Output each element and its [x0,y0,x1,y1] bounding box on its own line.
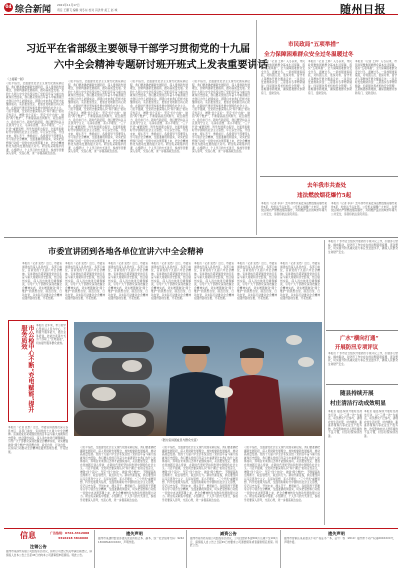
section-title: 综合新闻 [15,5,52,15]
right-top-headline2: 全力保障困难群众安全过冬温暖过冬 [264,52,354,58]
right-lower-body-col2: 本报讯 随县持续开展村庄清洁行动，以“三清一改”为重点，动员群众广泛参与，清理农村生活垃圾、村内塘沟、畜禽养殖粪污等农业生产废弃物，改变影响农村人居环境的不良习惯，村容村貌持续改善。 [364,410,398,438]
mid-banner-col4: 本报讯（记者 张然）近日，市委宣讲团成员深入各县市区、各部门单位，宣讲党的十九届六中全会精神。宣讲团成员紧紧围绕党的百年奋斗重大成就和历史经验，结合随州实际，深入浅出地进行阐释解读，引导广大干部群众深刻把握全会精神实质，切实增强做到“两个维护”的思想自觉、政治自觉、行动自觉，以实际行动推动全会精神在随州落地生根、开花结果。 [151,262,191,300]
mid-banner-col2: 本报讯（记者 张然）近日，市委宣讲团成员深入各县市区、各部门单位，宣讲党的十九届六中全会精神。宣讲团成员紧紧围绕党的百年奋斗重大成就和历史经验，结合随州实际，深入浅出地进行阐释解读，引导广大干部群众深刻把握全会精神实质，切实增强做到“两个维护”的思想自觉、政治自觉、行动自觉，以实际行动推动全会精神在随州落地生根、开花结果。 [65,262,105,300]
lead-body-col2: 习近平指出，全面建设社会主义现代化国家新征程，我们要准确把握新发展阶段，深入贯彻新发展理念，加快构建新发展格局，推动高质量发展。党的十九届六中全会系统总结了党的百年奋斗重大成就和历史经验，我们要从党的百年奋斗中看清楚过去我们为什么能够成功、弄明白未来我们怎样才能继续成功，从而更加坚定、更加自觉地践行初心使命，在新时代更好坚持和发展中国特色社会主义。习近平强调，全党同志要深刻认识“两个确立”的决定性意义，增强“四个意识”、坚定“四个自信”、做到“两个维护”，不断提高政治判断力、政治领悟力、政治执行力。新时代新征程，我们要坚持以马克思列宁主义、毛泽东思想、邓小平理论、“三个代表”重要思想、科学发展观为指导，全面贯彻新时代中国特色社会主义思想，牢记以史为鉴、开创未来，埋头苦干、勇毅前行。各级领导干部要带头学习领会全会精神，全面准确贯彻落实，切实把思想和行动统一到党中央决策部署上来，把全会精神转化为推动发展的强大动力。研讨班采取集中授课、小组研讨、个人学习的方式进行，参加学员要深入思考，交流心得，进一步提高政治站位。 [68,80,126,153]
right-bottom-body: 本报讯 广水市近日组织开展防汛专项评议工作，打通部门壁垒，横向联动，对防汛工作中存在的问题逐项梳理、逐条整改，切实提升防汛减灾能力和应急处置水平，确保人民群众生命财产安全。 [328,352,398,366]
photo-caption: （图为宣讲团成员与群众交流） [160,438,200,442]
right-top-body-col3: 本报讯（记者 王林）入冬以来，市民政局聚焦困难群众基本生活保障，落实“五项举措”，全力保障困难群众安全过冬、温暖过冬。一是加强排查摸底，对特困人员、低保对象、留守老人等群体开展全覆盖走访；二是及时发放救助资金；三是落实冬季物资储备；四是强化养老机构安全管理；五是畅通求助渠道，确保困难群众求助有门、受助及时。 [355,60,397,95]
mid-banner-col1: 本报讯（记者 张然）近日，市委宣讲团成员深入各县市区、各部门单位，宣讲党的十九届六中全会精神。宣讲团成员紧紧围绕党的百年奋斗重大成就和历史经验，结合随州实际，深入浅出地进行阐释解读，引导广大干部群众深刻把握全会精神实质，切实增强做到“两个维护”的思想自觉、政治自觉、行动自觉，以实际行动推动全会精神在随州落地生根、开花结果。 [22,262,62,300]
right-top-body-col1: 本报讯（记者 王林）入冬以来，市民政局聚焦困难群众基本生活保障，落实“五项举措”，全力保障困难群众安全过冬、温暖过冬。一是加强排查摸底，对特困人员、低保对象、留守老人等群体开展全覆盖走访；二是及时发放救助资金；三是落实冬季物资储备；四是强化养老机构安全管理；五是畅通求助渠道，确保困难群众求助有门、受助及时。 [261,60,305,95]
right-mid-headline2: 违法燃放烟花爆竹5起 [297,193,352,199]
left-box-headline: 市公检中心不断“充电赋能”提升服务质效 [20,325,34,413]
right-mid-headline1: 去年我市共查处 [307,183,347,189]
lower-body-col2: 习近平指出，全面建设社会主义现代化国家新征程，我们要准确把握新发展阶段，深入贯彻新发展理念，加快构建新发展格局，推动高质量发展。党的十九届六中全会系统总结了党的百年奋斗重大成就和历史经验，我们要从党的百年奋斗中看清楚过去我们为什么能够成功、弄明白未来我们怎样才能继续成功，从而更加坚定、更加自觉地践行初心使命，在新时代更好坚持和发展中国特色社会主义。习近平强调，全党同志要深刻认识“两个确立”的决定性意义，增强“四个意识”、坚定“四个自信”、做到“两个维护”，不断提高政治判断力、政治领悟力、政治执行力。新时代新征程，我们要坚持以马克思列宁主义、毛泽东思想、邓小平理论、“三个代表”重要思想、科学发展观为指导，全面贯彻新时代中国特色社会主义思想，牢记以史为鉴、开创未来，埋头苦干、勇毅前行。各级领导干部要带头学习领会全会精神，全面准确贯彻落实，切实把思想和行动统一到党中央决策部署上来，把全会精神转化为推动发展的强大动力。研讨班采取集中授课、小组研讨、个人学习的方式进行，参加学员要深入思考，交流心得，进一步提高政治站位。 [80,446,156,502]
ads-phone2: 3316218 3816666 [58,536,89,540]
right-lower-headline2: 村庄清洁行动成效明显 [330,401,386,407]
ad-title-3: 遗失声明 [328,531,345,536]
lead-headline-line2: 六中全会精神专题研讨班开班式上发表重要讲话 [54,59,268,71]
right-column-body-a: 本报讯 广水市近日组织开展防汛专项评议工作，打通部门壁垒，横向联动，对防汛工作中存在的问题逐项梳理、逐条整改，切实提升防汛减灾能力和应急处置水平，确保人民群众生命财产安全。 [328,240,398,254]
lead-byline: （上接第一版） [6,77,26,81]
ad-title-2: 减资公告 [220,531,237,536]
mid-banner-col7: 本报讯（记者 张然）近日，市委宣讲团成员深入各县市区、各部门单位，宣讲党的十九届六中全会精神。宣讲团成员紧紧围绕党的百年奋斗重大成就和历史经验，结合随州实际，深入浅出地进行阐释解读，引导广大干部群众深刻把握全会精神实质，切实增强做到“两个维护”的思想自觉、政治自觉、行动自觉，以实际行动推动全会精神在随州落地生根、开花结果。 [280,262,320,300]
date-line: 2021年11月17日 [57,3,80,7]
ad-body-0: 随州市某商贸有限公司经股东会决议，拟向公司登记机关申请注销登记，请债权人自本公告之日起45日内向本公司清算组申报债权。特此公告。 [6,550,92,557]
lead-body-col3: 习近平指出，全面建设社会主义现代化国家新征程，我们要准确把握新发展阶段，深入贯彻新发展理念，加快构建新发展格局，推动高质量发展。党的十九届六中全会系统总结了党的百年奋斗重大成就和历史经验，我们要从党的百年奋斗中看清楚过去我们为什么能够成功、弄明白未来我们怎样才能继续成功，从而更加坚定、更加自觉地践行初心使命，在新时代更好坚持和发展中国特色社会主义。习近平强调，全党同志要深刻认识“两个确立”的决定性意义，增强“四个意识”、坚定“四个自信”、做到“两个维护”，不断提高政治判断力、政治领悟力、政治执行力。新时代新征程，我们要坚持以马克思列宁主义、毛泽东思想、邓小平理论、“三个代表”重要思想、科学发展观为指导，全面贯彻新时代中国特色社会主义思想，牢记以史为鉴、开创未来，埋头苦干、勇毅前行。各级领导干部要带头学习领会全会精神，全面准确贯彻落实，切实把思想和行动统一到党中央决策部署上来，把全会精神转化为推动发展的强大动力。研讨班采取集中授课、小组研讨、个人学习的方式进行，参加学员要深入思考，交流心得，进一步提高政治站位。 [130,80,188,153]
right-mid-body-col2: 本报讯（记者 李萍）去年我市共查处违法燃放烟花爆竹案件5起，均依法予以处罚。公安机关提醒广大市民，在禁放区域内严禁燃放烟花爆竹，共同维护良好的城市环境与公共安全，违者将依法追究责任。 [331,202,397,216]
left-lower-body-col1: 本报讯（记者 张然）近日，市委宣讲团成员深入各县市区、各部门单位，宣讲党的十九届六中全会精神。宣讲团成员紧紧围绕党的百年奋斗重大成就和历史经验，结合随州实际，深入浅出地进行阐释解读，引导广大干部群众深刻把握全会精神实质，切实增强做到“两个维护”的思想自觉、政治自觉、行动自觉，以实际行动推动全会精神在随州落地生根、开花结果。 [8,426,68,454]
lead-headline-line1: 习近平在省部级主要领导干部学习贯彻党的十九届 [26,43,251,55]
page-number-badge: 04 [5,5,12,10]
right-top-headline1: 市民政局“五项举措” [288,42,340,48]
ad-body-3: 随州市曾都区某某遗失不动产权证书一本，证号：鄂（2019）随州市不动产权第00XXXXX号，声明作废。 [284,537,396,544]
lower-body-col4: 习近平指出，全面建设社会主义现代化国家新征程，我们要准确把握新发展阶段，深入贯彻新发展理念，加快构建新发展格局，推动高质量发展。党的十九届六中全会系统总结了党的百年奋斗重大成就和历史经验，我们要从党的百年奋斗中看清楚过去我们为什么能够成功、弄明白未来我们怎样才能继续成功，从而更加坚定、更加自觉地践行初心使命，在新时代更好坚持和发展中国特色社会主义。习近平强调，全党同志要深刻认识“两个确立”的决定性意义，增强“四个意识”、坚定“四个自信”、做到“两个维护”，不断提高政治判断力、政治领悟力、政治执行力。新时代新征程，我们要坚持以马克思列宁主义、毛泽东思想、邓小平理论、“三个代表”重要思想、科学发展观为指导，全面贯彻新时代中国特色社会主义思想，牢记以史为鉴、开创未来，埋头苦干、勇毅前行。各级领导干部要带头学习领会全会精神，全面准确贯彻落实，切实把思想和行动统一到党中央决策部署上来，把全会精神转化为推动发展的强大动力。研讨班采取集中授课、小组研讨、个人学习的方式进行，参加学员要深入思考，交流心得，进一步提高政治站位。 [244,446,320,502]
lead-body-col1: 习近平指出，全面建设社会主义现代化国家新征程，我们要准确把握新发展阶段，深入贯彻新发展理念，加快构建新发展格局，推动高质量发展。党的十九届六中全会系统总结了党的百年奋斗重大成就和历史经验，我们要从党的百年奋斗中看清楚过去我们为什么能够成功、弄明白未来我们怎样才能继续成功，从而更加坚定、更加自觉地践行初心使命，在新时代更好坚持和发展中国特色社会主义。习近平强调，全党同志要深刻认识“两个确立”的决定性意义，增强“四个意识”、坚定“四个自信”、做到“两个维护”，不断提高政治判断力、政治领悟力、政治执行力。新时代新征程，我们要坚持以马克思列宁主义、毛泽东思想、邓小平理论、“三个代表”重要思想、科学发展观为指导，全面贯彻新时代中国特色社会主义思想，牢记以史为鉴、开创未来，埋头苦干、勇毅前行。各级领导干部要带头学习领会全会精神，全面准确贯彻落实，切实把思想和行动统一到党中央决策部署上来，把全会精神转化为推动发展的强大动力。研讨班采取集中授课、小组研讨、个人学习的方式进行，参加学员要深入思考，交流心得，进一步提高政治站位。 [6,82,64,155]
lead-body-col4: 习近平指出，全面建设社会主义现代化国家新征程，我们要准确把握新发展阶段，深入贯彻新发展理念，加快构建新发展格局，推动高质量发展。党的十九届六中全会系统总结了党的百年奋斗重大成就和历史经验，我们要从党的百年奋斗中看清楚过去我们为什么能够成功、弄明白未来我们怎样才能继续成功，从而更加坚定、更加自觉地践行初心使命，在新时代更好坚持和发展中国特色社会主义。习近平强调，全党同志要深刻认识“两个确立”的决定性意义，增强“四个意识”、坚定“四个自信”、做到“两个维护”，不断提高政治判断力、政治领悟力、政治执行力。新时代新征程，我们要坚持以马克思列宁主义、毛泽东思想、邓小平理论、“三个代表”重要思想、科学发展观为指导，全面贯彻新时代中国特色社会主义思想，牢记以史为鉴、开创未来，埋头苦干、勇毅前行。各级领导干部要带头学习领会全会精神，全面准确贯彻落实，切实把思想和行动统一到党中央决策部署上来，把全会精神转化为推动发展的强大动力。研讨班采取集中授课、小组研讨、个人学习的方式进行，参加学员要深入思考，交流心得，进一步提高政治站位。 [192,80,250,153]
mid-banner-col3: 本报讯（记者 张然）近日，市委宣讲团成员深入各县市区、各部门单位，宣讲党的十九届六中全会精神。宣讲团成员紧紧围绕党的百年奋斗重大成就和历史经验，结合随州实际，深入浅出地进行阐释解读，引导广大干部群众深刻把握全会精神实质，切实增强做到“两个维护”的思想自觉、政治自觉、行动自觉，以实际行动推动全会精神在随州落地生根、开花结果。 [108,262,148,300]
ad-body-2: 随州市某科技有限公司经股东会决议，公司注册资本由500万元减少至100万元，请债权人自公告之日起45日内要求公司清偿债务或者提供相应担保。特此公告。 [190,537,278,547]
right-lower-body-col1: 本报讯 随县持续开展村庄清洁行动，以“三清一改”为重点，动员群众广泛参与，清理农村生活垃圾、村内塘沟、畜禽养殖粪污等农业生产废弃物，改变影响农村人居环境的不良习惯，村容村貌持续改善。 [328,410,362,438]
right-lower-headline1: 随县持续开展 [340,391,374,397]
left-box-body: 本报讯 近年来，市公检中心坚持以人民为中心，不断提升服务能力，通过业务培训、技能比武等方式为干部职工“充电赋能”，切实提升服务群众质效。 [36,324,66,345]
lower-body-col3: 习近平指出，全面建设社会主义现代化国家新征程，我们要准确把握新发展阶段，深入贯彻新发展理念，加快构建新发展格局，推动高质量发展。党的十九届六中全会系统总结了党的百年奋斗重大成就和历史经验，我们要从党的百年奋斗中看清楚过去我们为什么能够成功、弄明白未来我们怎样才能继续成功，从而更加坚定、更加自觉地践行初心使命，在新时代更好坚持和发展中国特色社会主义。习近平强调，全党同志要深刻认识“两个确立”的决定性意义，增强“四个意识”、坚定“四个自信”、做到“两个维护”，不断提高政治判断力、政治领悟力、政治执行力。新时代新征程，我们要坚持以马克思列宁主义、毛泽东思想、邓小平理论、“三个代表”重要思想、科学发展观为指导，全面贯彻新时代中国特色社会主义思想，牢记以史为鉴、开创未来，埋头苦干、勇毅前行。各级领导干部要带头学习领会全会精神，全面准确贯彻落实，切实把思想和行动统一到党中央决策部署上来，把全会精神转化为推动发展的强大动力。研讨班采取集中授课、小组研讨、个人学习的方式进行，参加学员要深入思考，交流心得，进一步提高政治站位。 [162,446,238,502]
ad-title-1: 遗失声明 [126,531,143,536]
paper-name: 随州日报 [340,3,386,16]
right-bottom-headline2: 开展防汛专项评议 [335,345,379,351]
right-bottom-headline1: 广水“横向打通” [340,336,379,342]
mid-banner-col5: 本报讯（记者 张然）近日，市委宣讲团成员深入各县市区、各部门单位，宣讲党的十九届六中全会精神。宣讲团成员紧紧围绕党的百年奋斗重大成就和历史经验，结合随州实际，深入浅出地进行阐释解读，引导广大干部群众深刻把握全会精神实质，切实增强做到“两个维护”的思想自觉、政治自觉、行动自觉，以实际行动推动全会精神在随州落地生根、开花结果。 [194,262,234,300]
mid-banner-headline: 市委宣讲团到各地各单位宣讲六中全会精神 [48,246,204,256]
ads-phone: 广告热线：0722-3312088 [50,531,90,535]
news-photo [74,322,322,436]
right-top-body-col2: 本报讯（记者 王林）入冬以来，市民政局聚焦困难群众基本生活保障，落实“五项举措”，全力保障困难群众安全过冬、温暖过冬。一是加强排查摸底，对特困人员、低保对象、留守老人等群体开展全覆盖走访；二是及时发放救助资金；三是落实冬季物资储备；四是强化养老机构安全管理；五是畅通求助渠道，确保困难群众求助有门、受助及时。 [308,60,352,95]
ad-title-0: 注销公告 [30,544,47,549]
editors-line: 责任 王鹏飞 编辑 刘冬东 校对 冯洪秀 美工 赵 城 [57,8,118,12]
mid-banner-col6: 本报讯（记者 张然）近日，市委宣讲团成员深入各县市区、各部门单位，宣讲党的十九届六中全会精神。宣讲团成员紧紧围绕党的百年奋斗重大成就和历史经验，结合随州实际，深入浅出地进行阐释解读，引导广大干部群众深刻把握全会精神实质，切实增强做到“两个维护”的思想自觉、政治自觉、行动自觉，以实际行动推动全会精神在随州落地生根、开花结果。 [237,262,277,300]
ad-body-1: 随州市某建材经营部遗失营业执照正本、副本，统一社会信用代码：92421300MA4XXXXXX，声明作废。 [98,537,184,544]
ads-label: 信息 [20,530,36,540]
right-mid-body-col1: 本报讯（记者 李萍）去年我市共查处违法燃放烟花爆竹案件5起，均依法予以处罚。公安机关提醒广大市民，在禁放区域内严禁燃放烟花爆竹，共同维护良好的城市环境与公共安全，违者将依法追究责任。 [261,202,327,216]
